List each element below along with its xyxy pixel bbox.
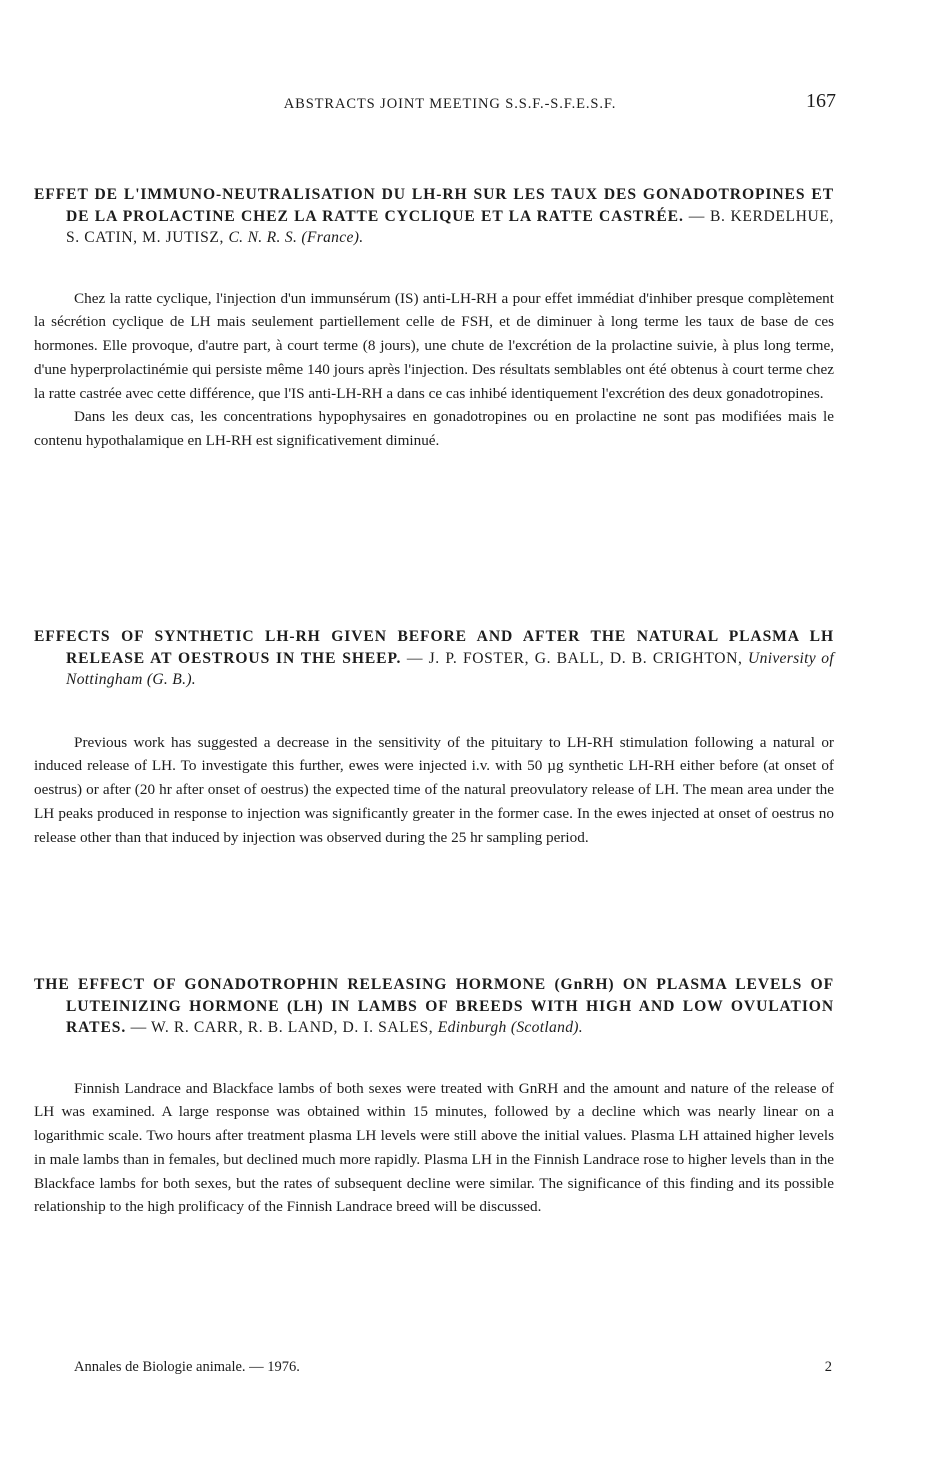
journal-footer: Annales de Biologie animale. — 1976. bbox=[74, 1359, 300, 1375]
abstract-1-authors: — B. KERDELHUE, S. CATIN, M. JUTISZ, bbox=[66, 207, 834, 246]
abstract-1-paragraph: Dans les deux cas, les concentrations hypophysaires en gonadotropines ou en prolactine ne sont pas modifiées mais le contenu hypothalamique en LH-RH est significativement diminué. bbox=[34, 408, 834, 450]
abstract-2-authors: — J. P. FOSTER, G. BALL, D. B. CRIGHTON, bbox=[401, 649, 749, 667]
abstract-1-title: EFFET DE L'IMMUNO-NEUTRALISATION DU LH-RH SUR LES TAUX DES GONADOTROPINES ET DE LA PROLACTINE CHEZ LA RATTE CYCLIQUE ET LA RATTE CASTRÉE. bbox=[34, 186, 834, 225]
abstract-3-heading bbox=[34, 974, 834, 1039]
page-number: 167 bbox=[806, 90, 836, 112]
abstract-3-title: THE EFFECT OF GONADOTROPHIN RELEASING HORMONE (GnRH) ON PLASMA LEVELS OF LUTEINIZING HORMONE (LH) IN LAMBS OF BREEDS WITH HIGH AND LOW OVULATION RATES. bbox=[34, 976, 834, 1036]
abstract-3-authors: — W. R. CARR, R. B. LAND, D. I. SALES, bbox=[126, 1019, 438, 1036]
abstract-1-affiliation: C. N. R. S. (France). bbox=[228, 229, 364, 246]
abstract-3-paragraph: Finnish Landrace and Blackface lambs of both sexes were treated with GnRH and the amount and nature of the release of LH was examined. A large response was obtained within 15 minutes, followed by a decline which was nearly linear on a logarithmic scale. Two hours after treatment plasma LH levels were still above the initial values. Plasma LH attained higher levels in male lambs than in females, but declined much more rapidly. Plasma LH in the Finnish Landrace rose to higher levels than in the Blackface lambs for both sexes, but the rates of subsequent decline were similar. The significance of this finding and its possible relationship to the high prolificacy of the Finnish Landrace breed will be discussed. bbox=[34, 1079, 834, 1216]
signature-mark: 2 bbox=[824, 1359, 832, 1375]
running-head: ABSTRACTS JOINT MEETING S.S.F.-S.F.E.S.F. bbox=[283, 96, 617, 112]
abstract-2-heading bbox=[34, 626, 834, 691]
abstract-2-paragraph: Previous work has suggested a decrease in the sensitivity of the pituitary to LH-RH stimulation following a natural or induced release of LH. To investigate this further, ewes were injected i.v. with 50 µg synthetic LH-RH either before (at onset of oestrus) or after (20 hr after onset of oestrus) the expected time of the natural preovulatory release of LH. The mean area under the LH peaks produced in response to injection was significantly greater in the former case. In the ewes injected at onset of oestrus no release other than that induced by injection was observed during the 25 hr sampling period. bbox=[34, 733, 834, 846]
abstract-2-body bbox=[34, 731, 834, 850]
abstract-3-body bbox=[34, 1077, 834, 1220]
abstract-1-heading bbox=[34, 184, 834, 249]
abstract-2-title: EFFECTS OF SYNTHETIC LH-RH GIVEN BEFORE AND AFTER THE NATURAL PLASMA LH RELEASE AT OESTROUS IN THE SHEEP. bbox=[34, 628, 834, 667]
abstract-3-affiliation: Edinburgh (Scotland). bbox=[437, 1019, 583, 1036]
abstract-1 bbox=[34, 184, 834, 453]
abstract-1-paragraph: Chez la ratte cyclique, l'injection d'un immunsérum (IS) anti-LH-RH a pour effet immédiat d'inhiber presque complètement la sécrétion cyclique de LH mais seulement partiellement celle de FSH, et de diminuer à long terme les taux de base de ces hormones. Elle provoque, d'autre part, à court terme (8 jours), une chute de l'excrétion de la prolactine suivie, à plus long terme, d'une hyperprolactinémie qui persiste même 140 jours après l'injection. Des résultats semblables ont été obtenus à court terme chez la ratte castrée avec cette différence, que l'IS anti-LH-RH a dans ce cas inhibé identiquement l'excrétion des deux gonadotropines. bbox=[34, 289, 834, 402]
abstract-2-affiliation: University of Nottingham (G. B.). bbox=[66, 649, 834, 688]
abstract-1-body bbox=[34, 287, 834, 454]
abstract-2 bbox=[34, 626, 834, 849]
abstract-3 bbox=[34, 974, 834, 1219]
